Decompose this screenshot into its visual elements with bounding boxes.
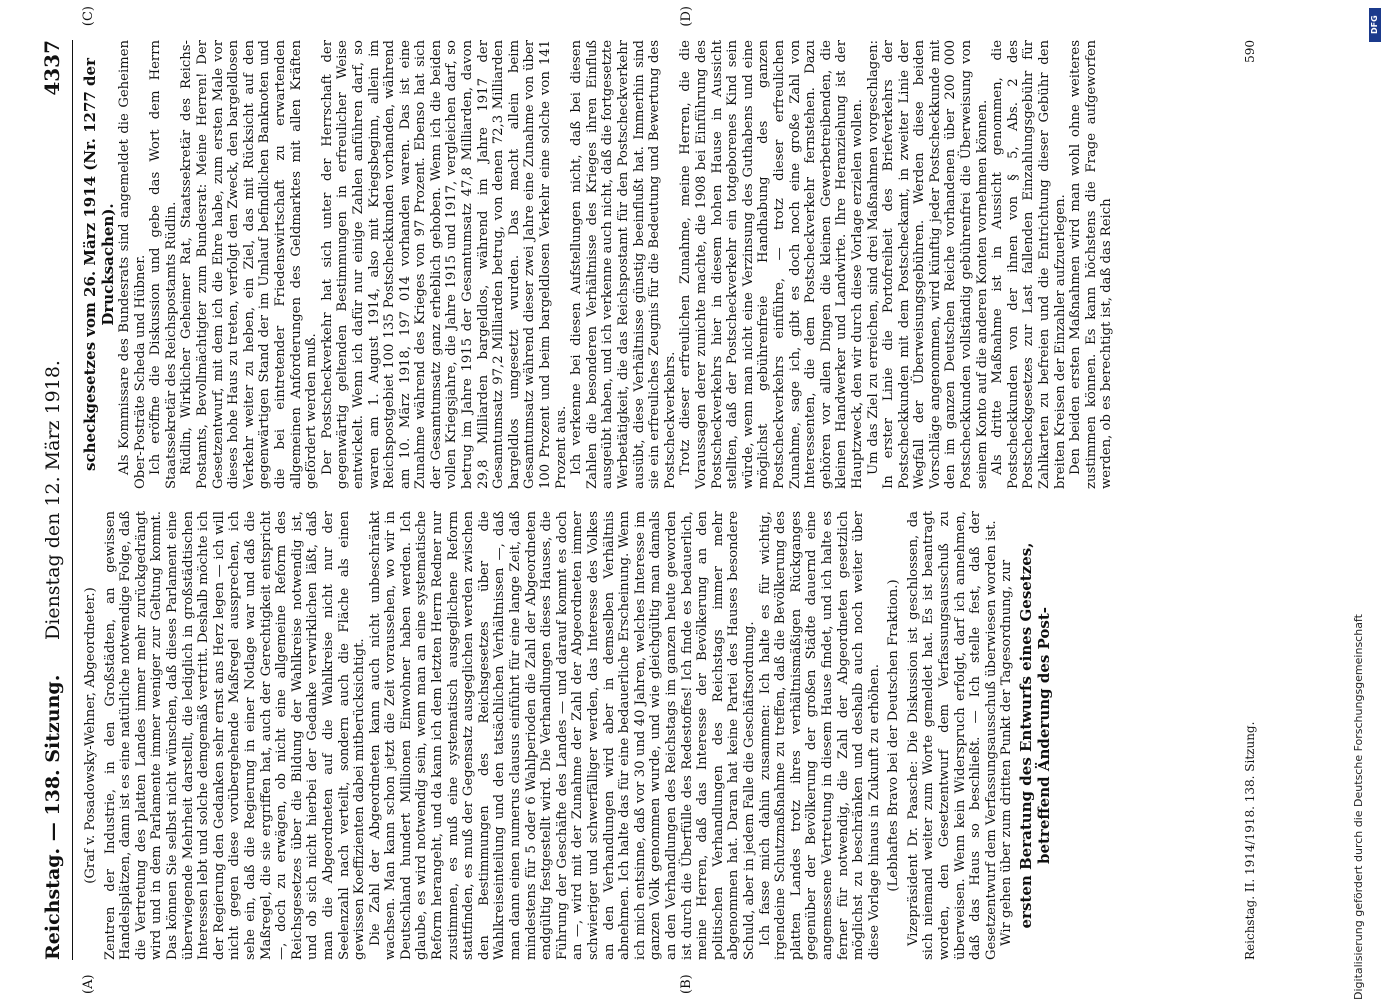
speaker-line: (Graf v. Posadowsky-Wehner, Abgeordneter.) bbox=[83, 587, 98, 884]
paragraph: Ich fasse mich dahin zusammen: Ich halte es für wichtig, irgendeine Schutzmaßnahme zu treffen, daß die Bevölkerung des platten Landes trotz ihres verhältnismäßigen Rückganges gegenüber der Bevölkerung der großen Städte dauernd eine angemessene Vertretung in diesem Hause findet, und ich halte es ferner für notwendig, die Zahl der Abgeordneten gesetzlich möglichst zu beschränken und deshalb auch noch weiter über diese Vorlage hinaus in Zukunft zu erhöhen. bbox=[757, 511, 882, 960]
margin-marker-c: (C) bbox=[81, 6, 96, 27]
paragraph: Als Kommissare des Bundesrats sind angemeldet die Geheimen Ober-Posträte Scheda und Hübner. bbox=[117, 40, 148, 489]
header-date: Dienstag den 12. März 1918. bbox=[42, 360, 64, 640]
paragraph: Rüdlin, Wirklicher Geheimer Rat, Staatssekretär des Reichs-Postamts, Bevollmächtigter zum Bundesrat: Meine Herren! Der Gesetzentwurf, mit dem ich die Ehre habe, zum ersten Male vor dieses hohe Haus zu treten, verfolgt den Zweck, den bargeldlosen Verkehr weiter zu heben, ein Ziel, das mit Rücksicht auf den gegenwärtigen Stand der im Umlauf befindlichen Banknoten und die bei eintretender Friedenswirtschaft zu erwartenden allgemeinen Anforderungen des Geldmarktes mit allen Kräften gefördert werden muß. bbox=[179, 40, 320, 489]
footer-left: Reichstag. II. 1914/1918. 138. Sitzung. bbox=[1243, 721, 1258, 960]
credit-text: Digitalisierung gefördert durch die Deutsche Forschungsgemeinschaft bbox=[1352, 614, 1365, 1000]
header-session: Reichstag. — 138. Sitzung. bbox=[42, 674, 64, 960]
dfg-logo: DFG bbox=[1369, 8, 1381, 42]
agenda-heading-continued: scheckgesetzes vom 26. März 1914 (Nr. 1277 der Drucksachen). bbox=[81, 58, 117, 471]
applause-note: (Lebhaftes Bravo bei der Deutschen Fraktion.) bbox=[886, 579, 902, 892]
agenda-heading: ersten Beratung des Entwurfs eines Gesetzes, betreffend Änderung des Post- bbox=[1017, 542, 1054, 929]
digitization-credit bbox=[1352, 15, 1372, 1000]
paragraph: Die Zahl der Abgeordneten kann auch nicht unbeschränkt wachsen. Man kann schon jetzt die Zeit voraussehen, wo wir in Deutschland hundert Millionen Einwohner haben werden. Ich glaube, es wird notwendig sein, wenn man an eine systematische Reform herangeht, und da kann ich dem letzten Herrn Redner nur zustimmen, es muß eine systematisch ausgeglichene Reform stattfinden, es muß der Gegensatz ausgeglichen werden zwischen den Bestimmungen des Reichsgesetzes über die Wahlkreiseinteilung und den tatsächlichen Verhältnissen —, daß man dann einen numerus clausus einführt für eine lange Zeit, daß mindestens für 5 oder 6 Wahlperioden die Zahl der Abgeordneten endgültig festgestellt wird. Die Verhandlungen dieses Hauses, die Führung der Geschäfte des Landes — und darauf kommt es doch an —, wird mit der Zunahme der Zahl der Abgeordneten immer schwieriger und schwerfälliger werden, das Interesse des Volkes an den Verhandlungen wird aber in demselben Verhältnis abnehmen. Ich halte das für eine bedauerliche Erscheinung. Wenn ich mich entsinne, daß vor 30 und 40 Jahren, welches Interesse im ganzen Volk genommen wurde, und wie gleichgültig man damals an den Verhandlungen des Reichstags im ganzen heute geworden ist durch die Überfülle des Redestoffes! Ich finde es bedauerlich, meine Herren, daß das Interesse der Bevölkerung an den politischen Verhandlungen des Reichstags immer mehr abgenommen hat. Daran hat keine Partei des Hauses besondere Schuld, aber in jedem Falle die Geschäftsordnung. bbox=[367, 511, 757, 960]
header-page-number: 4337 bbox=[40, 40, 64, 96]
paragraph: Der Postscheckverkehr hat sich unter der Herrschaft der gegenwärtig geltenden Bestimmungen in erfreulicher Weise entwickelt. Wenn ich dafür nur einige Zahlen anführen darf, so waren am 1. August 1914, also mit Kriegsbeginn, allein im Reichspostgebiet 100 135 Postscheckkunden vorhanden, während am 10. März 1918, 197 014 vorhanden waren. Das ist eine Zunahme während des Krieges von 97 Prozent. Ebenso hat sich der Gesamtumsatz ganz erheblich gehoben. Wenn ich die beiden vollen Kriegsjahre, die Jahre 1915 und 1917, vergleichen darf, so betrug im Jahre 1915 der Gesamtumsatz 47,8 Milliarden, davon 29,8 Milliarden bargeldlos, während im Jahre 1917 der Gesamtumsatz 97,2 Milliarden betrug, von denen 72,3 Milliarden bargeldlos umgesetzt wurden. Das macht allein beim Gesamtumsatz während dieser zwei Jahre eine Zunahme von über 100 Prozent und beim bargeldlosen Verkehr eine solche von 141 Prozent aus. bbox=[319, 40, 569, 489]
column-left bbox=[79, 511, 1259, 994]
paragraph: Zentren der Industrie, in den Großstädten, an gewissen Handelsplätzen, dann ist es eine natürliche notwendige Folge, daß die Vertretung des platten Landes immer mehr zurückgedrängt wird und in dem Parlamente immer weniger zur Geltung kommt. Das können Sie selbst nicht wünschen, daß dieses Parlament eine überwiegende Mehrheit darstellt, die lediglich in großstädtischen Interessen lebt und solche demgemäß vertritt. Deshalb möchte ich der Regierung den Gedanken sehr ernst ans Herz legen — ich will nicht gegen diese vorübergehende Maßregel aussprechen, ich sehe ein, daß die Regierung in einer Notlage war und daß die Maßregel, die sie ergriffen hat, auch der Gerechtigkeit entspricht —, doch zu erwägen, ob nicht eine allgemeine Reform des Reichsgesetzes über die Bildung der Wahlkreise notwendig ist, und ob sich nicht hierbei der Gedanke verwirklichen läßt, daß man die Abgeordneten auf die Wahlkreise nicht nur der Seelenzahl nach verteilt, sondern auch die Fläche als einen gewissen Koeffizienten dabei mitberücksichtigt. bbox=[102, 511, 368, 960]
footer-right-signature: 590 bbox=[1243, 40, 1258, 63]
paragraph: Den beiden ersten Maßnahmen wird man wohl ohne weiteres zustimmen können. Es kann höchstens die Frage aufgeworfen werden, ob es berechtigt ist, daß das Reich bbox=[1068, 40, 1115, 489]
paragraph: Ich verkenne bei diesen Aufstellungen nicht, daß bei diesen Zahlen die besonderen Verhältnisse des Krieges ihren Einfluß ausgeübt haben, und ich verkenne auch nicht, daß die fortgesetzte Werbetätigkeit, die das Reichspostamt für den Postscheckverkehr ausübt, diese Verhältnisse günstig beeinflußt hat. Immerhin sind sie ein erfreuliches Zeugnis für die Bedeutung und Bewertung des Postscheckverkehrs. bbox=[569, 40, 678, 489]
paragraph: Wir gehen über zum dritten Punkt der Tagesordnung, zur bbox=[999, 559, 1015, 946]
paragraph: Als dritte Maßnahme ist in Aussicht genommen, die Postscheckkunden von der ihnen von § 5, Abs. 2 des Postscheckgesetzes zur Last fallenden Einzahlungsgebühr für Zahlkarten zu befreien und die Entrichtung dieser Gebühr den breiten Kreisen der Einzahler aufzuerlegen. bbox=[990, 40, 1068, 489]
margin-marker-b: (B) bbox=[679, 974, 694, 994]
margin-marker-a: (A) bbox=[81, 974, 96, 994]
paragraph: Trotz dieser erfreulichen Zunahme, meine Herren, die die Voraussagen derer zunichte machte, die 1908 bei Einführung des Postscheckverkehrs hier in diesem hohen Hause in Aussicht stellten, daß der Postscheckverkehr ein totgeborenes Kind sein würde, wenn man nicht eine Verzinsung des Guthabens und eine möglichst gebührenfreie Handhabung des ganzen Postscheckverkehrs einführe, — trotz dieser erfreulichen Zunahme, sage ich, gibt es doch noch eine große Zahl von Interessenten, die dem Postscheckverkehr fernstehen. Dazu gehören vor allen Dingen die kleinen Gewerbetreibenden, die kleinen Handwerker und Landwirte. Ihre Heranziehung ist der Hauptzweck, den wir durch diese Vorlage erzielen wollen. bbox=[678, 40, 865, 489]
paragraph: Vizepräsident Dr. Paasche: Die Diskussion ist geschlossen, da sich niemand weiter zum Worte gemeldet hat. Es ist beantragt worden, den Gesetzentwurf dem Verfassungsausschuß zu überweisen. Wenn kein Widerspruch erfolgt, darf ich annehmen, daß das Haus so beschließt. — Ich stelle fest, daß der Gesetzentwurf dem Verfassungsausschuß überwiesen worden ist. bbox=[905, 511, 999, 960]
margin-marker-d: (D) bbox=[679, 6, 694, 27]
page-header bbox=[38, 40, 73, 960]
paragraph: Ich eröffne die Diskussion und gebe das Wort dem Herrn Staatssekretär des Reichspostamts Rüdlin. bbox=[148, 40, 179, 489]
column-right bbox=[79, 6, 1259, 489]
paragraph: Um das Ziel zu erreichen, sind drei Maßnahmen vorgeschlagen: In erster Linie die Portofreiheit des Briefverkehrs der Postscheckkunden mit dem Postscheckamt, in zweiter Linie der Wegfall der Überweisungsgebühren. Werden diese beiden Vorschläge angenommen, wird künftig jeder Postscheckkunde mit den im ganzen Deutschen Reiche vorhandenen über 200 000 Postscheckkunden vollständig gebührenfrei die Überweisung von seinem Konto auf die anderen Konten vornehmen können. bbox=[865, 40, 990, 489]
columns bbox=[79, 6, 1259, 994]
